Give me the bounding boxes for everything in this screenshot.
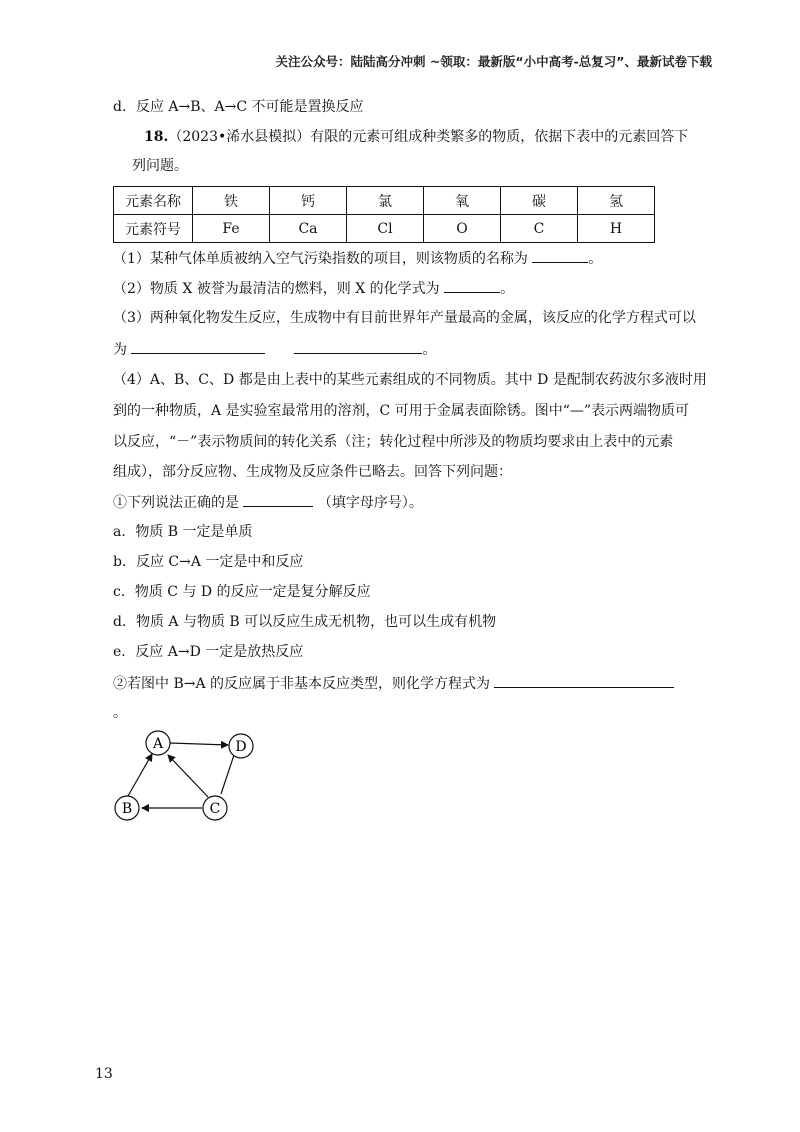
page-header: 关注公众号：陆陆高分冲刺 ~领取：最新版“小中高考-总复习”、最新试卷下载 <box>275 54 712 69</box>
table-header-name: 元素名称 <box>114 187 193 215</box>
table-cell: 氧 <box>424 187 501 215</box>
answer-blank-part1[interactable] <box>243 492 313 507</box>
sub-question-4-line2: 到的一种物质，A 是实验室最常用的溶剂，C 可用于金属表面除锈。图中“—”表示两端物质可 <box>113 403 690 419</box>
node-d-label: D <box>235 739 247 755</box>
table-cell: 氢 <box>578 187 655 215</box>
reaction-diagram <box>108 722 268 832</box>
table-cell: C <box>501 215 578 243</box>
table-cell: 铁 <box>193 187 270 215</box>
sub-question-3-prefix: 为 <box>113 342 127 358</box>
answer-blank-2[interactable] <box>444 278 500 293</box>
line-c-d <box>221 755 234 794</box>
arrow-c-to-a <box>168 755 208 797</box>
question-intro-line2: 列问题。 <box>132 158 188 174</box>
node-b-label: B <box>121 801 133 817</box>
sub-question-1-text: （1）某种气体单质被纳入空气污染指数的项目，则该物质的名称为 <box>113 251 528 267</box>
question-source: （2023•浠水县模拟） <box>168 129 311 145</box>
table-cell: 碳 <box>501 187 578 215</box>
table-cell: Cl <box>347 215 424 243</box>
answer-blank-3a[interactable] <box>131 339 265 354</box>
table-cell: 氯 <box>347 187 424 215</box>
question-intro: 有限的元素可组成种类繁多的物质，依据下表中的元素回答下 <box>310 129 689 145</box>
option-d: d．物质 A 与物质 B 可以反应生成无机物，也可以生成有机物 <box>113 614 497 630</box>
answer-blank-1[interactable] <box>532 248 588 263</box>
page-number: 13 <box>95 1066 113 1082</box>
sub-question-2 <box>113 278 514 299</box>
table-cell: H <box>578 215 655 243</box>
sub-question-2-text: （2）物质 X 被誉为最清洁的燃料，则 X 的化学式为 <box>113 281 440 297</box>
answer-blank-part2[interactable] <box>494 673 674 688</box>
part-1-hint: （填字母序号）。 <box>317 495 423 511</box>
sub-question-3-end: 。 <box>422 342 437 358</box>
node-c-label: C <box>209 801 221 817</box>
sub-question-3-line1: （3）两种氧化物发生反应，生成物中有目前世界年产量最高的金属，该反应的化学方程式可以 <box>113 310 696 326</box>
sub-question-2-end: 。 <box>500 281 515 297</box>
sub-question-4-line3: 以反应，“－”表示物质间的转化关系（注；转化过程中所涉及的物质均要求由上表中的元素 <box>113 434 674 450</box>
table-row-symbols <box>114 215 655 243</box>
part-2-end: 。 <box>113 705 127 721</box>
node-a-label: A <box>152 736 164 752</box>
question-18-line1 <box>144 127 688 147</box>
option-a: a．物质 B 一定是单质 <box>113 524 253 540</box>
sub-question-1 <box>113 248 602 269</box>
sub-question-4-line1: （4）A、B、C、D 都是由上表中的某些元素组成的不同物质。其中 D 是配制农药波尔多液时用 <box>113 372 707 388</box>
question-number: 18. <box>144 129 169 145</box>
option-b: b．反应 C→A 一定是中和反应 <box>113 554 304 570</box>
table-cell: O <box>424 215 501 243</box>
table-cell: Ca <box>270 215 347 243</box>
table-cell: 钙 <box>270 187 347 215</box>
part-2-prompt-text: ②若图中 B→A 的反应属于非基本反应类型，则化学方程式为 <box>113 676 491 692</box>
sub-question-4-line4: 组成），部分反应物、生成物及反应条件已略去。回答下列问题： <box>113 464 512 480</box>
previous-option-d: d．反应 A→B、A→C 不可能是置换反应 <box>113 99 364 115</box>
element-table <box>113 186 655 243</box>
table-row-names <box>114 187 655 215</box>
sub-question-1-end: 。 <box>588 251 603 267</box>
answer-blank-3b[interactable] <box>294 339 422 354</box>
table-header-symbol: 元素符号 <box>114 215 193 243</box>
part-1-prompt-text: ①下列说法正确的是 <box>113 495 239 511</box>
part-1-prompt <box>113 492 423 513</box>
part-2-prompt <box>113 673 674 694</box>
option-e: e．反应 A→D 一定是放热反应 <box>113 644 304 660</box>
sub-question-3-line2 <box>113 339 436 360</box>
table-cell: Fe <box>193 215 270 243</box>
arrow-a-to-d <box>170 743 228 745</box>
option-c: c．物质 C 与 D 的反应一定是复分解反应 <box>113 584 371 600</box>
arrow-b-to-a <box>128 754 152 796</box>
